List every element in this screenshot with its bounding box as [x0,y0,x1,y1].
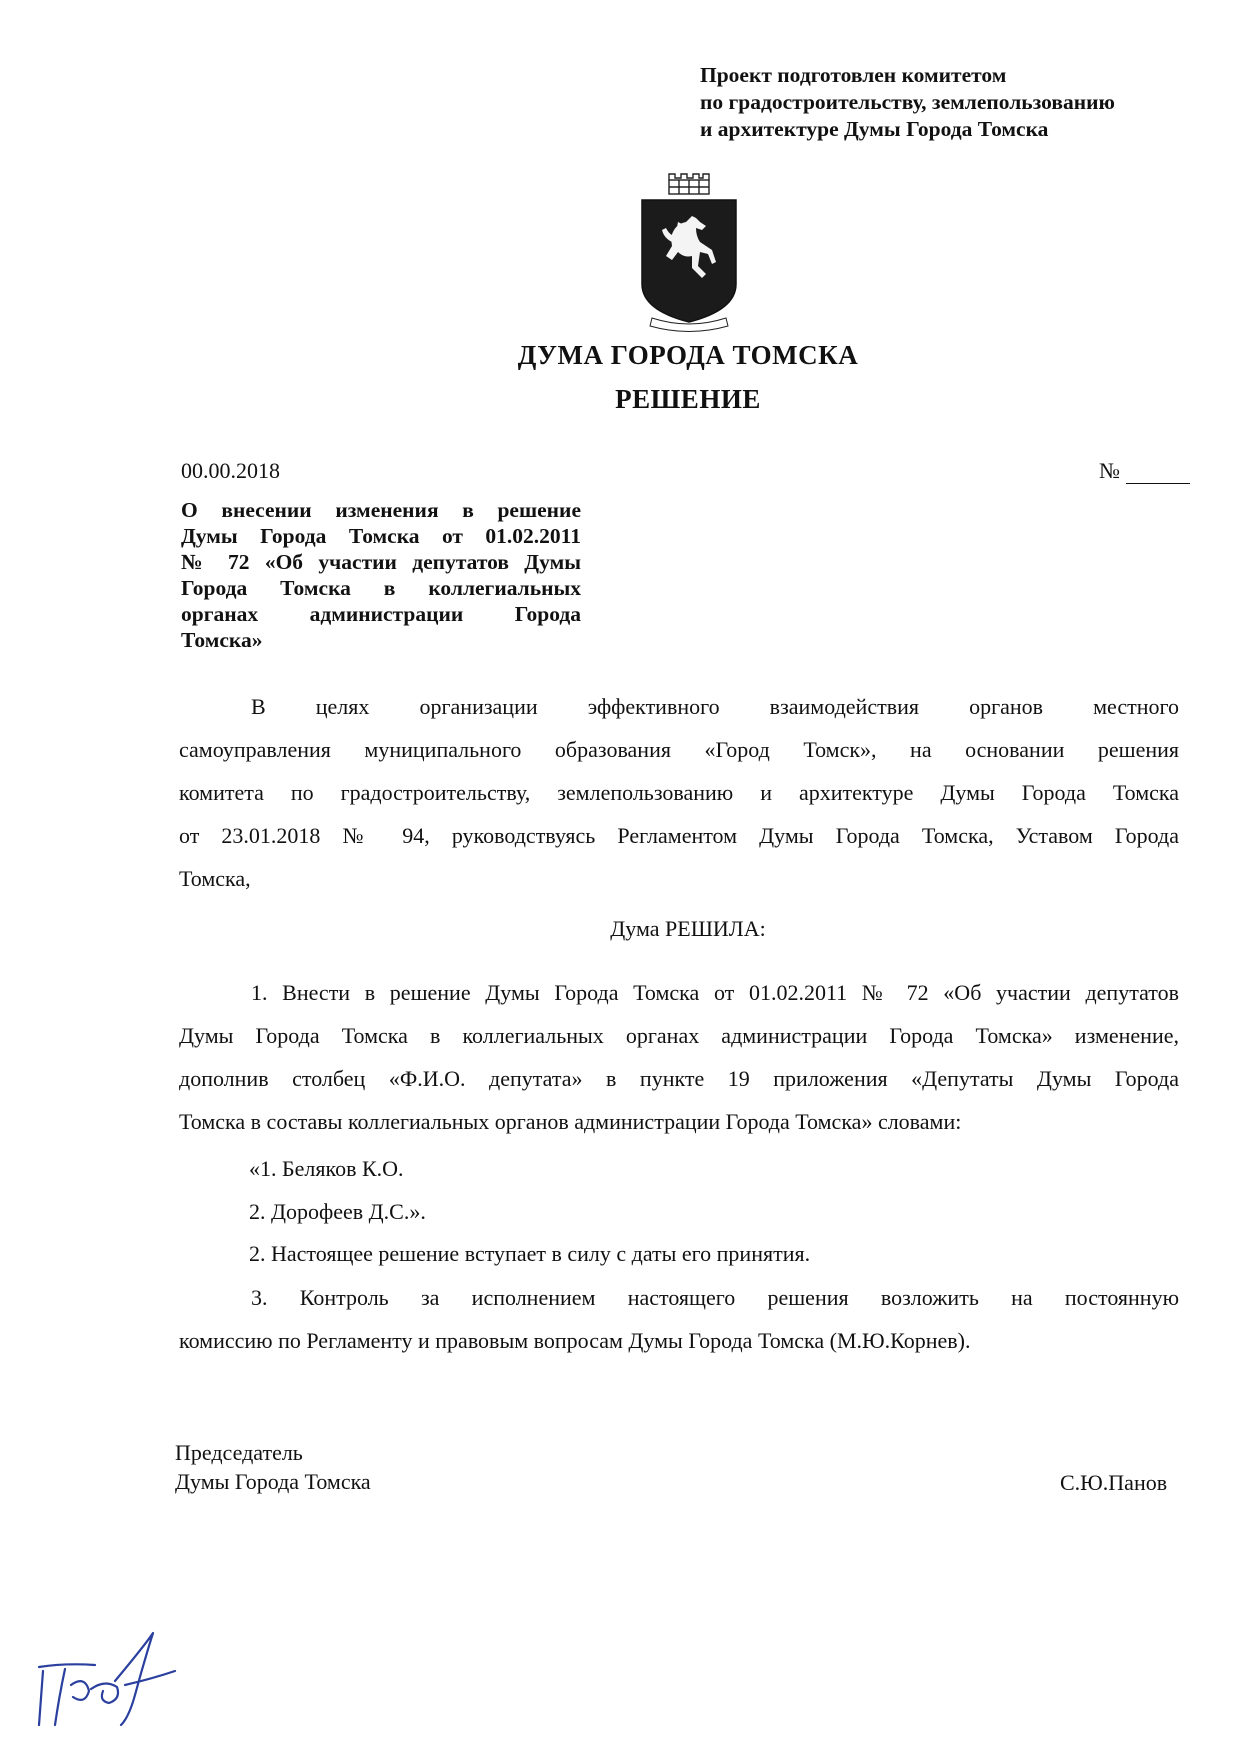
preamble-line: самоуправления муниципального образования «Город Томск», на основании решения [179,737,1179,762]
signatory-title [175,1438,371,1496]
number-blank-line [1126,461,1190,484]
organization-name: ДУМА ГОРОДА ТОМСКА [517,340,859,370]
item-1-line: дополнив столбец «Ф.И.О. депутата» в пункте 19 приложения «Депутаты Думы Города [179,1066,1179,1091]
item-2-paragraph: 2. Настоящее решение вступает в силу с даты его принятия. [249,1241,811,1266]
subject-line: № 72 «Об участии депутатов Думы [181,550,581,574]
item-3-line: 3. Контроль за исполнением настоящего решения возложить на постоянную [251,1285,1179,1310]
document-type: РЕШЕНИЕ [615,384,761,414]
item-1-line: Томска в составы коллегиальных органов администрации Города Томска» словами: [179,1109,962,1134]
preamble-line: комитета по градостроительству, землепользованию и архитектуре Думы Города Томска [179,780,1179,805]
signatory-name: С.Ю.Панов [1060,1470,1168,1495]
preamble-line: Томска, [179,866,251,891]
shield-icon [642,200,736,322]
handwritten-signature-icon [25,1625,185,1735]
subject-line: О внесении изменения в решение [181,498,581,522]
prepared-by-line: Проект подготовлен комитетом [700,63,1007,87]
item-3-paragraph [179,1276,1179,1362]
document-number [1099,458,1190,484]
preamble-line: от 23.01.2018 № 94, руководствуясь Регламентом Думы Города Томска, Уставом Города [179,823,1179,848]
subject-line: Томска» [181,628,263,652]
signatory-title-line: Председатель [175,1440,303,1465]
signatory-title-line: Думы Города Томска [175,1469,371,1494]
item-1-paragraph [179,971,1179,1143]
item-3-line: комиссию по Регламенту и правовым вопросам Думы Города Томска (М.Ю.Корнев). [179,1328,971,1353]
preamble-paragraph [179,685,1179,900]
prepared-by-line: по градостроительству, землепользованию [700,90,1115,114]
document-date: 00.00.2018 [181,458,280,483]
quoted-deputy-item: «1. Беляков К.О. [249,1156,404,1181]
quoted-deputy-item: 2. Дорофеев Д.С.». [249,1199,426,1224]
subject-line: Города Томска в коллегиальных [181,576,581,600]
item-1-line: Думы Города Томска в коллегиальных органах администрации Города Томска» изменение, [179,1023,1179,1048]
preamble-line: В целях организации эффективного взаимодействия органов местного [251,694,1179,719]
city-coat-of-arms-icon [636,172,742,332]
crown-icon [669,174,709,194]
prepared-by-note [700,62,1200,143]
subject-line: органах администрации Города [181,602,581,626]
resolution-header: Дума РЕШИЛА: [610,916,766,941]
number-label: № [1099,458,1120,483]
item-1-line: 1. Внести в решение Думы Города Томска от 01.02.2011 № 72 «Об участии депутатов [251,980,1179,1005]
document-subject [181,497,581,653]
subject-line: Думы Города Томска от 01.02.2011 [181,524,581,548]
prepared-by-line: и архитектуре Думы Города Томска [700,117,1049,141]
